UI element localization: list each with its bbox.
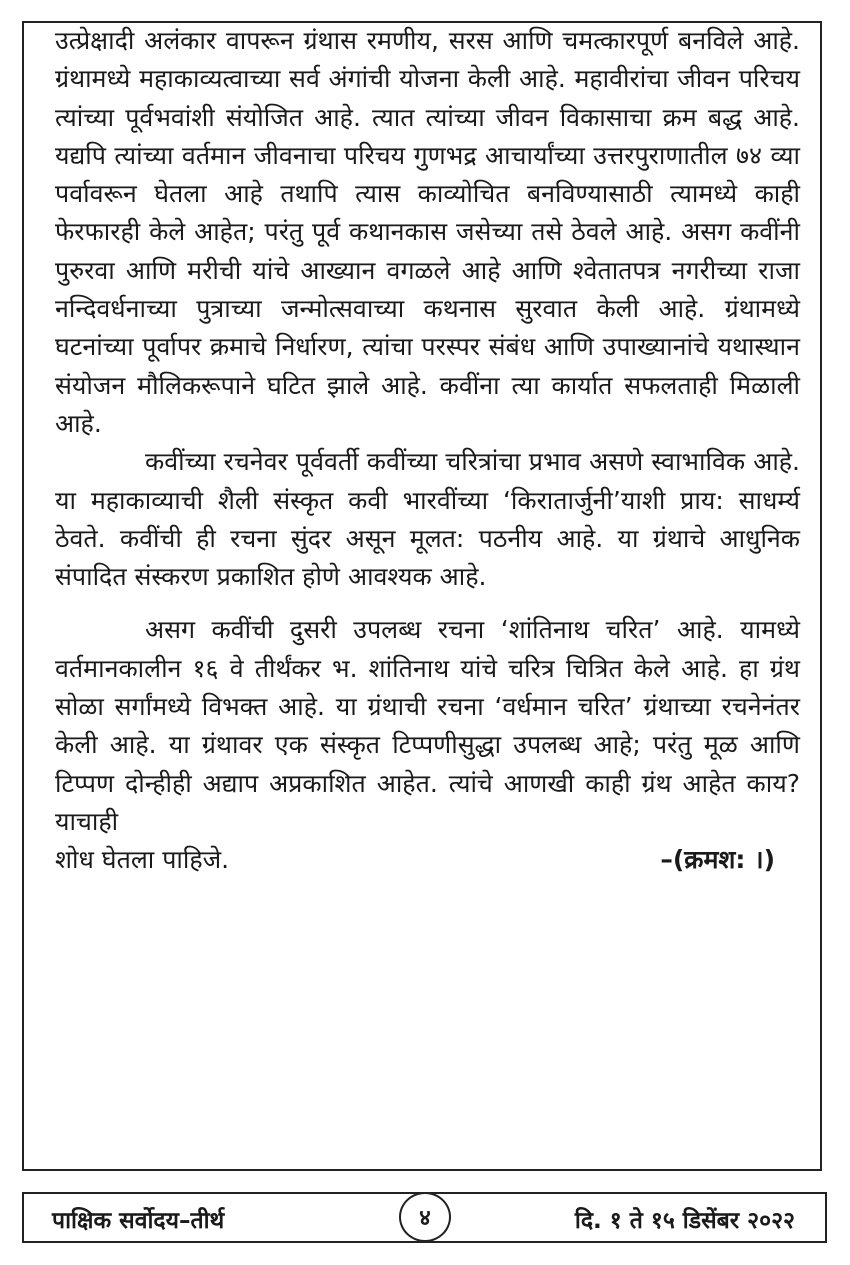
continued-marker: –(क्रमश: ।) (660, 845, 775, 875)
paragraph-1: उत्प्रेक्षादी अलंकार वापरून ग्रंथास रमणीय, सरस आणि चमत्कारपूर्ण बनविले आहे. ग्रंथामध्ये महाकाव्यत्वाच्या सर्व अंगांची योजना केली आहे. महावीरांचा जीवन परिचय त्यांच्या पूर्वभवांशी संयोजित आहे. त्यात त्यांच्या जीवन विकासाचा क्रम बद्ध आहे. यद्यपि त्यांच्या वर्तमान जीवनाचा परिचय गुणभद्र आचार्यांच्या उत्तरपुराणातील ७४ व्या पर्वावरून घेतला आहे तथापि त्यास काव्योचित बनविण्यासाठी त्यामध्ये काही फेरफारही केले आहेत; परंतु पूर्व कथानकास जसेच्या तसे ठेवले आहे. असग कवींनी पुरुरवा आणि मरीची यांचे आख्यान वगळले आहे आणि श्वेतातपत्र नगरीच्या राजा नन्दिवर्धनाच्या पुत्राच्या जन्मोत्सवाच्या कथनास सुरवात केली आहे. ग्रंथामध्ये घटनांच्या पूर्वापर क्रमाचे निर्धारण, त्यांचा परस्पर संबंध आणि उपाख्यानांचे यथास्थान संयोजन मौलिकरूपाने घटित झाले आहे. कवींना त्या कार्यात सफलताही मिळाली आहे. (55, 26, 800, 438)
page-number: ४ (419, 1206, 431, 1231)
publication-name: पाक्षिक सर्वोदय–तीर्थ (52, 1208, 225, 1234)
paragraph-3: असग कवींची दुसरी उपलब्ध रचना ‘शांतिनाथ चरित’ आहे. यामध्ये वर्तमानकालीन १६ वे तीर्थंकर भ. शांतिनाथ यांचे चरित्र चित्रित केले आहे. हा ग्रंथ सोळा सर्गांमध्ये विभक्त आहे. या ग्रंथाची रचना ‘वर्धमान चरित’ ग्रंथाच्या रचनेनंतर केली आहे. या ग्रंथावर एक संस्कृत टिप्पणीसुद्धा उपलब्ध आहे; परंतु मूळ आणि टिप्पण दोन्हीही अद्याप अप्रकाशित आहेत. त्यांचे आणखी काही ग्रंथ आहेत काय? याचाही (55, 615, 800, 836)
issue-date: दि. १ ते १५ डिसेंबर २०२२ (574, 1208, 795, 1234)
closing-line (55, 841, 800, 879)
closing-text: शोध घेतला पाहिजे. (55, 845, 230, 875)
article-body (55, 22, 800, 880)
page-footer (22, 1192, 827, 1243)
paragraph-2: कवींच्या रचनेवर पूर्ववर्ती कवींच्या चरित्रांचा प्रभाव असणे स्वाभाविक आहे. या महाकाव्याची शैली संस्कृत कवी भारवींच्या ‘किरातार्जुनी’याशी प्राय: साधर्म्य ठेवते. कवींची ही रचना सुंदर असून मूलत: पठनीय आहे. या ग्रंथाचे आधुनिक संपादित संस्करण प्रकाशित होणे आवश्यक आहे. (55, 447, 800, 592)
page-number-badge (399, 1192, 451, 1242)
